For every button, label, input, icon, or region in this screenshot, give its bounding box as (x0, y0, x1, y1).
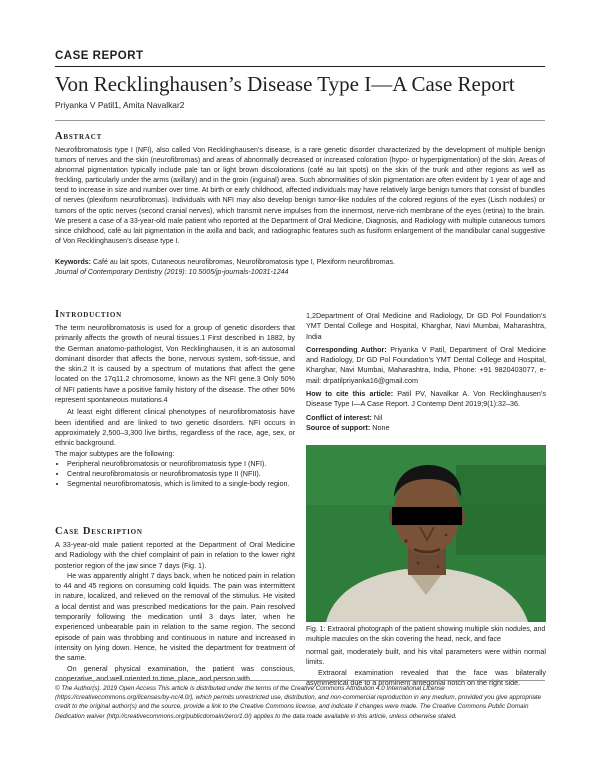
article-info-block (306, 311, 546, 433)
intro-paragraph-3: The major subtypes are the following: (55, 448, 175, 458)
keywords-label: Keywords: (55, 259, 92, 266)
corresponding-label: Corresponding Author: (306, 344, 387, 354)
corresponding-author (306, 345, 546, 386)
after-figure-paragraph-2: Extraoral examination revealed that the face was bilaterally asymmetrical due to a prominent antegonial notch on the right side. (306, 667, 546, 687)
journal-citation: Journal of Contemporary Dentistry (2019): 10.5005/jp-journals-10031-1244 (55, 269, 289, 276)
introduction-heading: Introduction (55, 309, 122, 320)
case-paragraph-2: He was apparently alright 7 days back, when he noticed pain in relation to 44 and 45 regions on consuming cold liquids. The pain was intermittent in nature, localized, and relieved on the removal of the stimulus. He visited a local dentist and was prescribed medications for the pain. Pain resolved temporarily following the medication until 3 days later, when he experienced unbearable pain in relation to the same region. The second episode of pain was throbbing and continuous in nature and increased in intensity on lying down. Hence, he visited the department for treatment of the same. (55, 570, 295, 663)
conflict-of-interest (306, 413, 546, 423)
affiliation: 1,2Department of Oral Medicine and Radiology, Dr GD Pol Foundation’s YMT Dental College and Hospital, Kharghar, Navi Mumbai, Maharashtra, India (306, 311, 546, 341)
source-of-support (306, 423, 546, 433)
license-footer: © The Author(s). 2019 Open Access This article is distributed under the terms of the Creative Commons Attribution 4.0 International License (https://creativecommons.org/licenses/by-nc/4.0/), which permits unrestricted use, distribution, and non-commercial reproduction in any medium, provided you give appropriate credit to the original author(s) and the source, provide a link to the Creative Commons license, and indicate if changes were made. The Creative Commons Public Domain Dedication waiver (http://creativecommons.org/publicdomain/zero/1.0/) applies to the data made available in this article, unless otherwise stated. (55, 685, 542, 720)
after-figure-text (306, 647, 546, 688)
intro-paragraph-1: The term neurofibromatosis is used for a group of genetic disorders that primarily affects the growth of neural tissues.1 First described in 1882, by the German anatomo-pathologist, Von Recklinghausen, it is an autosomal dominant disorder that affects the bone, nervous system, soft-tissue, and the skin.2 It is caused by a spectrum of mutations that affect the gene located on the 17q11.2 chromosome, known as the NFI gene.3 Only 50% of NFI patients have a positive family history of the disease. The other 50% represent spontaneous mutations.4 (55, 323, 295, 405)
abstract-heading: Abstract (55, 131, 103, 142)
article-title: Von Recklinghausen’s Disease Type I—A Case Report (55, 72, 515, 96)
case-description-heading: Case Description (55, 526, 143, 537)
keywords-line (55, 258, 545, 268)
support-label: Source of support: (306, 422, 371, 432)
header-divider (55, 66, 545, 67)
how-to-cite (306, 389, 546, 410)
after-figure-paragraph-1: normal gait, moderately built, and his vital parameters were within normal limits. (306, 647, 546, 667)
patient-photograph (306, 445, 546, 622)
cite-text: Patil PV, Navalkar A. Von Recklinghausen’s Disease Type I—A Case Report. J Contemp Dent 2019;9(1):32–36. (306, 389, 546, 409)
figure-caption: Fig. 1: Extraoral photograph of the patient showing multiple skin nodules, and multiple macules on the skin covering the head, neck, and face (306, 626, 546, 643)
patient-photo-illustration (306, 445, 546, 622)
cite-label: How to cite this article: (306, 389, 394, 399)
support-text: None (372, 422, 390, 432)
section-tag: CASE REPORT (55, 50, 144, 62)
list-item: • Peripheral neurofibromatosis or neurofibromatosis type I (NFI). (67, 459, 295, 469)
footer-divider (55, 680, 545, 681)
case-paragraph-3: On general physical examination, the patient was conscious, cooperative, and well oriented to time, place, and person with (55, 663, 295, 683)
author-list: Priyanka V Patil1, Amita Navalkar2 (55, 100, 185, 110)
conflict-text: Nil (373, 412, 383, 422)
subtype-list (55, 459, 295, 490)
list-item: • Central neurofibromatosis or neurofibromatosis type II (NFII). (67, 469, 295, 479)
conflict-label: Conflict of interest: (306, 412, 372, 422)
intro-paragraph-2: At least eight different clinical phenotypes of neurofibromatosis have been identified and are linked to two genetic disorders. NFI occurs in approximately 2,500–3,300 live births, regardless of the race, age, sex, or ethnic background. (55, 407, 295, 448)
introduction-body (55, 323, 295, 490)
keywords-text: Café au lait spots, Cutaneous neurofibromas, Neurofibromatosis type I, Plexiform neurofibromas. (93, 259, 395, 266)
case-paragraph-1: A 33-year-old male patient reported at the Department of Oral Medicine and Radiology with the chief complaint of pain in relation to the lower right posterior region of the jaw since 7 days (Fig. 1). (55, 540, 295, 570)
case-description-body (55, 540, 295, 684)
list-item: • Segmental neurofibromatosis, which is limited to a single-body region. (67, 479, 295, 489)
abstract-divider (55, 120, 545, 121)
corresponding-text: Priyanka V Patil, Department of Oral Medicine and Radiology, Dr GD Pol Foundation’s YMT Dental College and Hospital, Kharghar, Navi Mumbai, Maharashtra, India, Phone: +91 9820403077, e-mail: drpatilpriyanka16@gmail.com (306, 344, 547, 385)
abstract-body: Neurofibromatosis type I (NFI), also called Von Recklinghausen’s disease, is a rare genetic disorder characterized by the development of multiple benign tumors of nerves and the skin (neurofibromas) and areas of abnormally decreased or increased coloration (hypo- or hyperpigmentation) of the skin. Areas of abnormal pigmentation typically include pale tan or light brown discolorations (café au lait spots) on the skin of the trunk and other regions as well as freckling, particularly under the arms (axillary) and in the groin (inguinal) area. Such abnormalities of skin pigmentation are often evident by 1 year of age and tend to increase in size and number over time. At birth or early childhood, affected individuals may have relatively large benign tumors that consist of bundles of nerves (plexiform neurofibromas). Individuals with NFI may also develop benign tumor-like nodules of the colored regions of the eyes (Lisch nodules) or tumors of the optic nerves (second cranial nerves), which transmit nerve impulses from the innermost, nerve-rich membrane of the eyes (retina) to the brain. We present a case of a 33-year-old male patient who reported at the Department of Oral Medicine, Diagnosis, and Radiology with multiple cutaneous tumors since childhood, café au lait pigmentation in the axilla and back, and radiographic features such as fusiform enlargement of the mandibular canal suggestive of Von Recklinghausen’s disease type I. (55, 147, 545, 245)
